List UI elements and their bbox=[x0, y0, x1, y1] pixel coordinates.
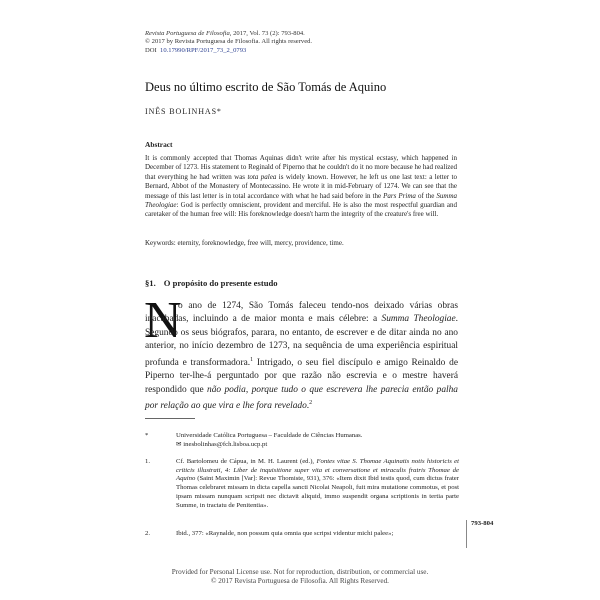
abstract-text: It is commonly accepted that Thomas Aquinas didn't write after his mystical ecstasy, which happened in December of 1273. His statement to Reginald of Piperno that he couldn't do it no more because he had realized that everything he had written was tota palea is widely known. However, he left us one last text: a letter to Bernard, Abbot of the Monastery of Montecassino. He wrote it in mid-February of 1274. We can see that the message of this last letter is in total accordance with what he had said before in the Pars Prima of the Summa Theologiae: God is perfectly omniscient, provident and merciful. He is also the most respectful guardian and caretaker of the human free will: His foreknowledge doesn't harm the integrity of the creature's free will. bbox=[145, 154, 458, 219]
article-title: Deus no último escrito de São Tomás de Aquino bbox=[145, 80, 387, 94]
keywords: Keywords: eternity, foreknowledge, free will, mercy, providence, time. bbox=[145, 239, 344, 247]
footnote-ref-1[interactable]: 1 bbox=[250, 356, 254, 363]
footnote-2: 2. Ibid., 377: «Raynalde, non possum quia omnia que scripsi videntur michi palee»; bbox=[145, 530, 394, 537]
author-name: INÊS BOLINHAS* bbox=[145, 107, 222, 116]
citation-line: Revista Portuguesa de Filosofia, 2017, Vol. 73 (2): 793-804. bbox=[145, 30, 305, 37]
author-email[interactable]: ✉ inesbolinhas@fch.lisboa.ucp.pt bbox=[176, 440, 268, 448]
copyright-line: © 2017 by Revista Portuguesa de Filosofia. All rights reserved. bbox=[145, 38, 313, 46]
abstract-heading: Abstract bbox=[145, 140, 173, 149]
license-footer: Provided for Personal License use. Not for reproduction, distribution, or commercial use. © 2017 Revista Portuguesa de Filosofia. All Rights Reserved. bbox=[171, 568, 429, 586]
footnote-affiliation: * Universidade Católica Portuguesa – Faculdade de Ciências Humanas. ✉ inesbolinhas@fch.lisboa.ucp.pt bbox=[145, 432, 459, 456]
footnote-ref-2[interactable]: 2 bbox=[309, 399, 313, 406]
footnote-divider bbox=[145, 418, 195, 419]
section-number: §1. bbox=[145, 278, 156, 288]
doi-line: DOI 10.17990/RPF/2017_73_2_0793 bbox=[145, 46, 247, 54]
body-paragraph: o ano de 1274, São Tomás faleceu tendo-nos deixado várias obras inacabadas, incluindo a de maior monta e mais célebre: a Summa Theologiae. Segundo os seus biógrafos, parara, no entanto, de escrever e de ditar ainda no ano anterior, no início dezembro de 1273, na sequência de uma experiência espiritual profunda e transformadora.$^1$ Intrigado, o seu fiel discípulo e amigo Reinaldo de Piperno ter-lhe-á perguntado por que razão não escrevia e o mestre haverá respondido que não podia, porque tudo o que escrevera lhe parecia então palha por relação ao que vira e lhe fora revelado.$^2$ bbox=[145, 301, 458, 412]
drop-cap: N bbox=[144, 292, 182, 349]
page-range: 793-804 bbox=[466, 520, 493, 548]
doi-link[interactable]: 10.17990/RPF/2017_73_2_0793 bbox=[160, 46, 247, 54]
journal-meta bbox=[145, 30, 312, 55]
footnote-1: 1. Cf. Bartolomeu de Cápua, in M. H. Laurent (ed.), Fontes vitae S. Thomae Aquinatis notis historicis et criticis illustrati, 4: Liber de inquisitione super vita et conversatione et miraculis fratris Thomae de Aquino (Saint Maximin [Var]: Revue Thomiste, 931), 376: «Item dixit Ibid testis quod, cum dictus frater Thomas celebraret missam in dicta capella sancti Nicolai Neapoli, fuit mira mutatione commotus, et post ipsam missam nunquam scripsit nec dictavit aliquid, immo suspendit organa scriptionis in tertia parte Summe, in tractatu de Penitentia». bbox=[145, 458, 459, 509]
section-title: O propósito do presente estudo bbox=[163, 278, 278, 288]
section-heading bbox=[145, 278, 286, 288]
